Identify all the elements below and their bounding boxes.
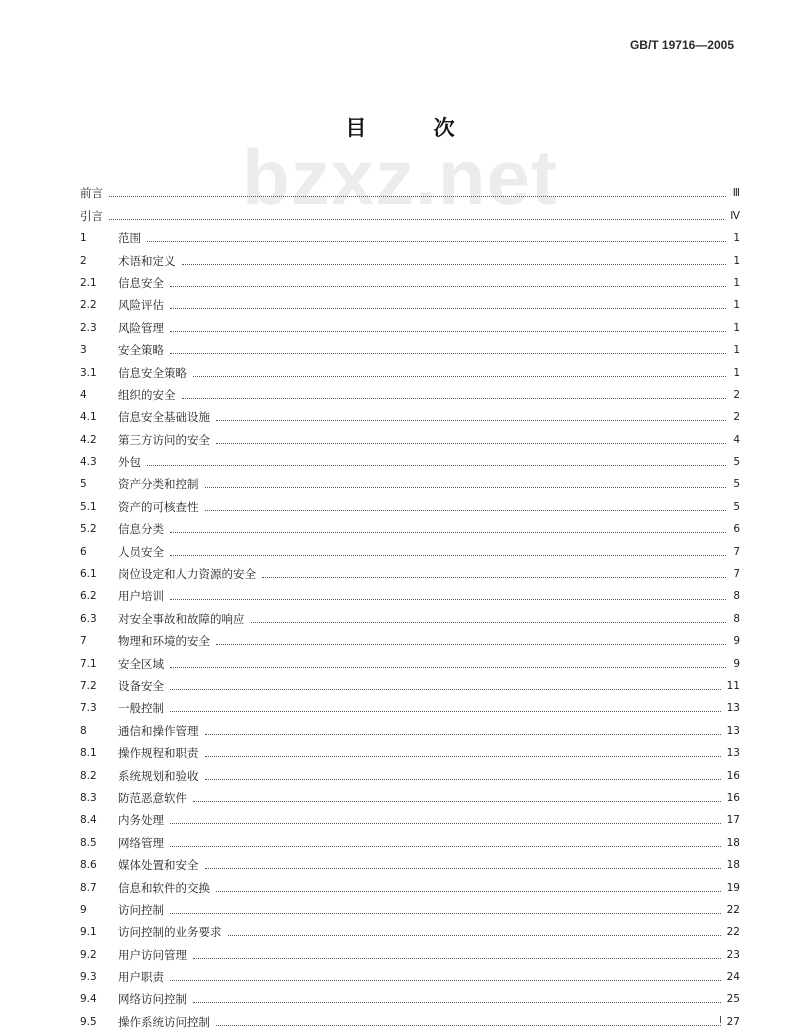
toc-entry[interactable] <box>80 671 740 693</box>
toc-dot-leader <box>170 330 726 332</box>
toc-entry-number: 6.3 <box>80 612 97 625</box>
toc-entry-label: 风险管理 <box>118 320 164 335</box>
toc-entry-label: 前言 <box>80 186 103 201</box>
toc-entry-label: 用户培训 <box>118 589 164 604</box>
toc-entry-page: 6 <box>733 523 740 536</box>
toc-entry-label: 对安全事故和故障的响应 <box>118 611 245 626</box>
toc-entry-label: 风险评估 <box>118 298 164 313</box>
toc-entry-page: 27 <box>726 1015 740 1028</box>
toc-entry-number: 3.1 <box>80 366 97 379</box>
toc-entry-page: 13 <box>726 747 740 760</box>
toc-entry-label: 范围 <box>118 231 141 246</box>
toc-entry-label: 资产的可核查性 <box>118 499 199 514</box>
toc-dot-leader <box>170 710 721 712</box>
toc-entry-number: 8.5 <box>80 836 97 849</box>
toc-entry-number: 1 <box>80 232 87 245</box>
toc-entry-number: 8.1 <box>80 747 97 760</box>
toc-dot-leader <box>170 598 726 600</box>
toc-entry-label: 防范恶意软件 <box>118 790 187 805</box>
toc-dot-leader <box>170 307 726 309</box>
toc-dot-leader <box>170 352 726 354</box>
toc-entry-label: 信息安全 <box>118 275 164 290</box>
toc-dot-leader <box>193 957 721 959</box>
toc-entry-label: 通信和操作管理 <box>118 723 199 738</box>
toc-entry[interactable] <box>80 648 740 670</box>
toc-dot-leader <box>216 1024 721 1026</box>
toc-entry-page: 2 <box>733 388 740 401</box>
toc-entry-number: 8.7 <box>80 881 97 894</box>
toc-dot-leader <box>147 464 726 466</box>
toc-entry-page: 24 <box>726 971 740 984</box>
toc-dot-leader <box>205 733 721 735</box>
toc-entry-number: 2 <box>80 254 87 267</box>
toc-entry-page: 4 <box>733 433 740 446</box>
toc-entry-label: 操作规程和职责 <box>118 746 199 761</box>
toc-entry-label: 媒体处置和安全 <box>118 858 199 873</box>
toc-entry-number: 5 <box>80 478 87 491</box>
toc-dot-leader <box>228 934 721 936</box>
toc-entry-page: 7 <box>733 568 740 581</box>
toc-entry-number: 9.5 <box>80 1015 97 1028</box>
toc-dot-leader <box>205 509 727 511</box>
toc-dot-leader <box>193 375 726 377</box>
toc-dot-leader <box>109 218 724 220</box>
toc-dot-leader <box>147 240 726 242</box>
toc-entry-label: 系统规划和验收 <box>118 768 199 783</box>
toc-dot-leader <box>216 890 721 892</box>
table-of-contents <box>80 178 740 1029</box>
toc-entry[interactable] <box>80 447 740 469</box>
toc-entry-label: 访问控制 <box>118 902 164 917</box>
toc-entry[interactable] <box>80 200 740 222</box>
toc-entry-number: 4.1 <box>80 411 97 424</box>
toc-dot-leader <box>109 195 726 197</box>
toc-entry-number: 7.3 <box>80 702 97 715</box>
toc-entry-page: 8 <box>733 612 740 625</box>
toc-entry-page: 22 <box>726 903 740 916</box>
toc-entry[interactable] <box>80 290 740 312</box>
toc-dot-leader <box>205 867 721 869</box>
toc-entry[interactable] <box>80 984 740 1006</box>
toc-entry-page: 18 <box>726 836 740 849</box>
toc-entry-number: 2.3 <box>80 321 97 334</box>
toc-entry-label: 第三方访问的安全 <box>118 432 210 447</box>
toc-entry[interactable] <box>80 693 740 715</box>
toc-dot-leader <box>205 778 721 780</box>
toc-entry[interactable] <box>80 559 740 581</box>
toc-dot-leader <box>216 442 726 444</box>
toc-entry-label: 人员安全 <box>118 544 164 559</box>
toc-entry-page: 19 <box>726 881 740 894</box>
toc-entry[interactable] <box>80 223 740 245</box>
toc-entry[interactable] <box>80 178 740 200</box>
toc-entry-page: 23 <box>726 948 740 961</box>
toc-entry-page: 9 <box>733 657 740 670</box>
toc-entry-number: 6 <box>80 545 87 558</box>
watermark: bzxz.net <box>242 133 558 221</box>
toc-dot-leader <box>262 576 726 578</box>
toc-entry-page: 1 <box>733 366 740 379</box>
toc-entry[interactable] <box>80 715 740 737</box>
toc-entry-page: 9 <box>733 635 740 648</box>
toc-entry-page: 1 <box>733 254 740 267</box>
toc-entry[interactable] <box>80 760 740 782</box>
toc-entry-number: 9.3 <box>80 971 97 984</box>
toc-entry-page: 8 <box>733 590 740 603</box>
toc-entry[interactable] <box>80 335 740 357</box>
toc-entry-number: 2.2 <box>80 299 97 312</box>
toc-entry-page: 1 <box>733 344 740 357</box>
toc-entry[interactable] <box>80 603 740 625</box>
toc-entry-number: 6.1 <box>80 568 97 581</box>
toc-entry-label: 安全策略 <box>118 343 164 358</box>
toc-entry-label: 引言 <box>80 208 103 223</box>
page-number: I <box>719 1015 722 1026</box>
toc-entry-page: Ⅳ <box>730 209 740 222</box>
toc-entry-number: 4.3 <box>80 456 97 469</box>
toc-entry-label: 网络管理 <box>118 835 164 850</box>
toc-entry-page: Ⅲ <box>732 187 740 200</box>
toc-entry[interactable] <box>80 402 740 424</box>
toc-entry-page: 18 <box>726 859 740 872</box>
toc-entry[interactable] <box>80 536 740 558</box>
toc-dot-leader <box>170 688 721 690</box>
toc-entry-number: 7 <box>80 635 87 648</box>
toc-entry-page: 22 <box>726 926 740 939</box>
toc-entry-label: 信息安全策略 <box>118 365 187 380</box>
toc-entry-label: 操作系统访问控制 <box>118 1014 210 1029</box>
toc-entry[interactable] <box>80 626 740 648</box>
toc-entry[interactable] <box>80 962 740 984</box>
toc-entry[interactable] <box>80 424 740 446</box>
toc-entry[interactable] <box>80 245 740 267</box>
toc-entry-number: 9.2 <box>80 948 97 961</box>
toc-entry[interactable] <box>80 872 740 894</box>
toc-dot-leader <box>205 755 721 757</box>
toc-entry-number: 4 <box>80 388 87 401</box>
toc-entry-label: 用户访问管理 <box>118 947 187 962</box>
toc-entry[interactable] <box>80 469 740 491</box>
toc-entry-number: 9.4 <box>80 993 97 1006</box>
toc-entry-number: 8.6 <box>80 859 97 872</box>
toc-entry-label: 信息安全基础设施 <box>118 410 210 425</box>
toc-entry[interactable] <box>80 380 740 402</box>
toc-entry-page: 2 <box>733 411 740 424</box>
toc-entry[interactable] <box>80 1006 740 1028</box>
toc-entry-label: 术语和定义 <box>118 253 176 268</box>
toc-entry-page: 1 <box>733 276 740 289</box>
toc-dot-leader <box>251 621 727 623</box>
toc-entry-number: 8.4 <box>80 814 97 827</box>
toc-entry-number: 7.2 <box>80 679 97 692</box>
toc-entry-number: 9 <box>80 903 87 916</box>
toc-entry-page: 1 <box>733 321 740 334</box>
toc-dot-leader <box>170 285 726 287</box>
toc-entry-number: 5.2 <box>80 523 97 536</box>
toc-dot-leader <box>170 845 721 847</box>
toc-entry-page: 1 <box>733 299 740 312</box>
toc-entry[interactable] <box>80 514 740 536</box>
toc-entry-page: 13 <box>726 724 740 737</box>
toc-entry-page: 11 <box>726 679 740 692</box>
toc-entry-label: 资产分类和控制 <box>118 477 199 492</box>
toc-entry-label: 访问控制的业务要求 <box>118 925 222 940</box>
toc-dot-leader <box>170 822 721 824</box>
toc-entry[interactable] <box>80 268 740 290</box>
toc-entry[interactable] <box>80 917 740 939</box>
toc-entry-page: 1 <box>733 232 740 245</box>
toc-entry-label: 一般控制 <box>118 701 164 716</box>
standard-code: GB/T 19716—2005 <box>629 38 734 52</box>
toc-entry-label: 信息分类 <box>118 522 164 537</box>
toc-dot-leader <box>182 263 727 265</box>
toc-dot-leader <box>182 397 727 399</box>
toc-entry-number: 8.3 <box>80 791 97 804</box>
toc-entry[interactable] <box>80 738 740 760</box>
toc-entry[interactable] <box>80 581 740 603</box>
toc-entry-label: 岗位设定和人力资源的安全 <box>118 567 256 582</box>
toc-dot-leader <box>170 979 721 981</box>
toc-dot-leader <box>193 1001 721 1003</box>
toc-entry-page: 5 <box>733 456 740 469</box>
toc-entry-number: 5.1 <box>80 500 97 513</box>
toc-entry-page: 5 <box>733 478 740 491</box>
toc-entry-label: 用户职责 <box>118 970 164 985</box>
toc-dot-leader <box>170 531 726 533</box>
toc-dot-leader <box>170 554 726 556</box>
toc-entry-label: 物理和环境的安全 <box>118 634 210 649</box>
toc-entry[interactable] <box>80 895 740 917</box>
toc-dot-leader <box>216 419 726 421</box>
toc-entry-page: 16 <box>726 769 740 782</box>
toc-entry-label: 内务处理 <box>118 813 164 828</box>
toc-dot-leader <box>216 643 726 645</box>
toc-entry[interactable] <box>80 491 740 513</box>
toc-entry-label: 组织的安全 <box>118 387 176 402</box>
toc-entry-number: 3 <box>80 344 87 357</box>
toc-dot-leader <box>193 800 721 802</box>
toc-entry-page: 7 <box>733 545 740 558</box>
toc-dot-leader <box>170 912 721 914</box>
toc-entry-number: 9.1 <box>80 926 97 939</box>
toc-entry-number: 4.2 <box>80 433 97 446</box>
toc-entry[interactable] <box>80 939 740 961</box>
page-title: 目 次 <box>345 116 485 140</box>
toc-entry-label: 网络访问控制 <box>118 992 187 1007</box>
toc-entry[interactable] <box>80 312 740 334</box>
toc-dot-leader <box>205 486 727 488</box>
toc-entry[interactable] <box>80 783 740 805</box>
toc-entry-page: 25 <box>726 993 740 1006</box>
toc-entry-label: 信息和软件的交换 <box>118 880 210 895</box>
toc-entry-number: 8.2 <box>80 769 97 782</box>
toc-entry-label: 外包 <box>118 455 141 470</box>
toc-entry-number: 2.1 <box>80 276 97 289</box>
toc-entry[interactable] <box>80 850 740 872</box>
toc-entry-label: 安全区域 <box>118 656 164 671</box>
toc-entry-label: 设备安全 <box>118 678 164 693</box>
toc-entry[interactable] <box>80 805 740 827</box>
toc-entry[interactable] <box>80 827 740 849</box>
toc-entry-page: 5 <box>733 500 740 513</box>
toc-entry-page: 17 <box>726 814 740 827</box>
toc-dot-leader <box>170 666 726 668</box>
toc-entry[interactable] <box>80 357 740 379</box>
toc-entry-page: 16 <box>726 791 740 804</box>
toc-entry-number: 7.1 <box>80 657 97 670</box>
toc-entry-number: 6.2 <box>80 590 97 603</box>
toc-entry-page: 13 <box>726 702 740 715</box>
toc-entry-number: 8 <box>80 724 87 737</box>
